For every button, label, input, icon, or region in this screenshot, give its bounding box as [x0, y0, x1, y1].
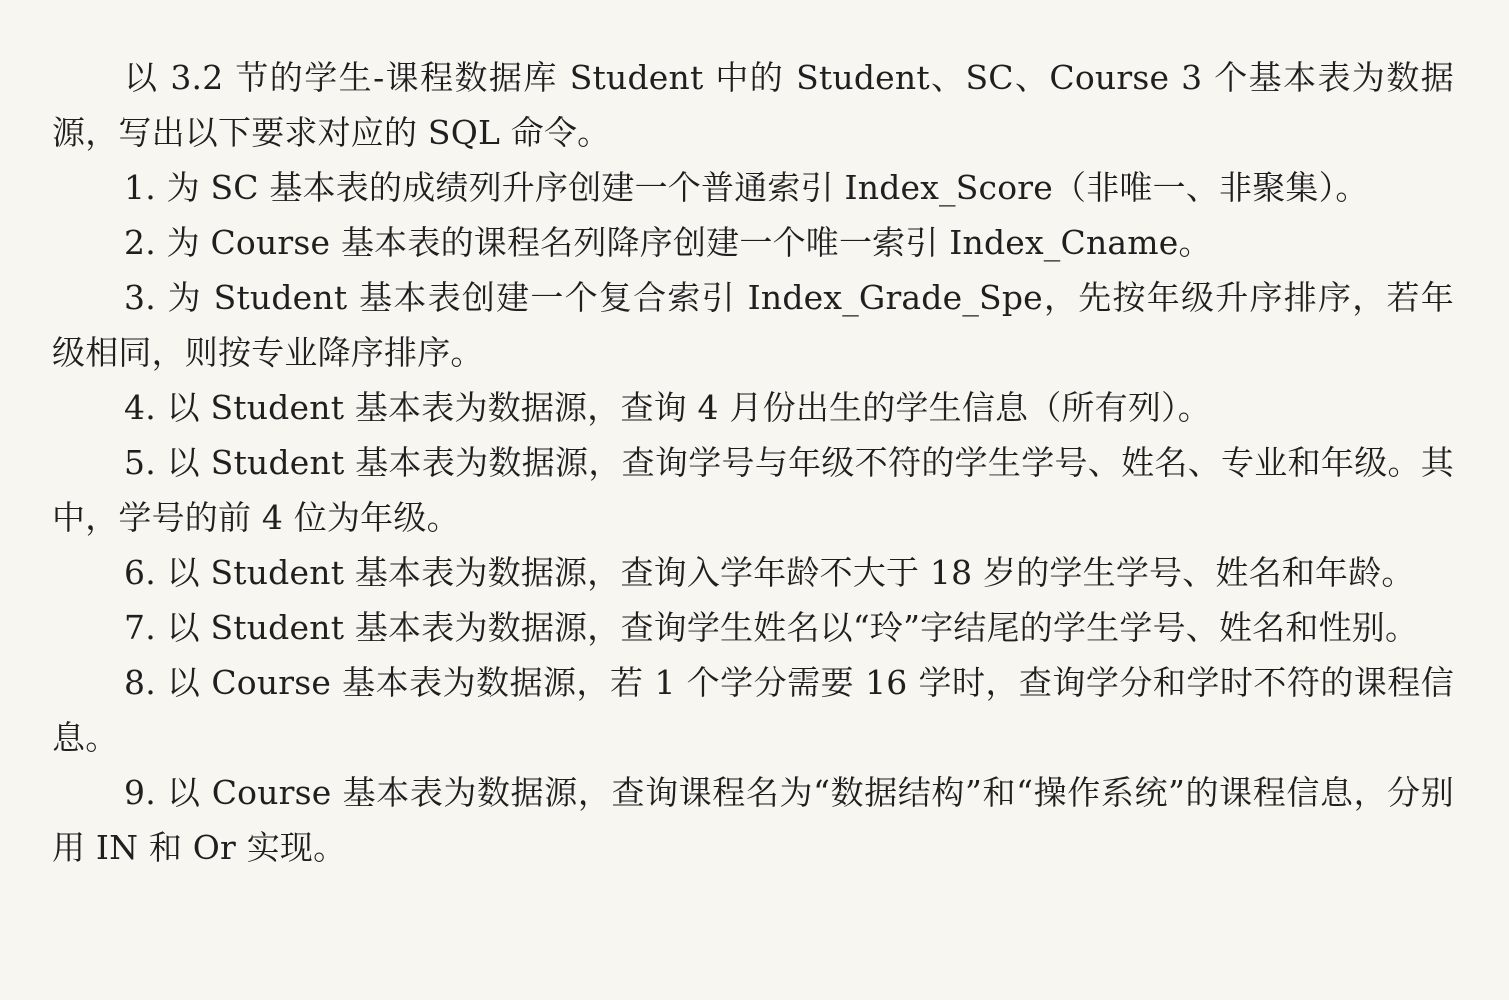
exercise-item-1: 1. 为 SC 基本表的成绩列升序创建一个普通索引 Index_Score（非唯一、非聚集）。 [124, 168, 1369, 207]
exercise-item-4: 4. 以 Student 基本表为数据源，查询 4 月份出生的学生信息（所有列）。 [124, 388, 1211, 427]
intro-paragraph: 以 3.2 节的学生-课程数据库 Student 中的 Student、SC、Course 3 个基本表为数据源，写出以下要求对应的 SQL 命令。 [52, 58, 1454, 152]
exercise-item-9: 9. 以 Course 基本表为数据源，查询课程名为“数据结构”和“操作系统”的课程信息，分别用 IN 和 Or 实现。 [52, 773, 1454, 867]
exercise-item-6: 6. 以 Student 基本表为数据源，查询入学年龄不大于 18 岁的学生学号、姓名和年龄。 [124, 553, 1415, 592]
exercise-item-3: 3. 为 Student 基本表创建一个复合索引 Index_Grade_Spe，先按年级升序排序，若年级相同，则按专业降序排序。 [52, 278, 1454, 372]
exercise-item-7: 7. 以 Student 基本表为数据源，查询学生姓名以“玲”字结尾的学生学号、姓名和性别。 [124, 608, 1419, 647]
exercise-item-2: 2. 为 Course 基本表的课程名列降序创建一个唯一索引 Index_Cname。 [124, 223, 1212, 262]
exercise-item-5: 5. 以 Student 基本表为数据源，查询学号与年级不符的学生学号、姓名、专业和年级。其中，学号的前 4 位为年级。 [52, 443, 1454, 537]
exercise-item-8: 8. 以 Course 基本表为数据源，若 1 个学分需要 16 学时，查询学分和学时不符的课程信息。 [52, 663, 1454, 757]
